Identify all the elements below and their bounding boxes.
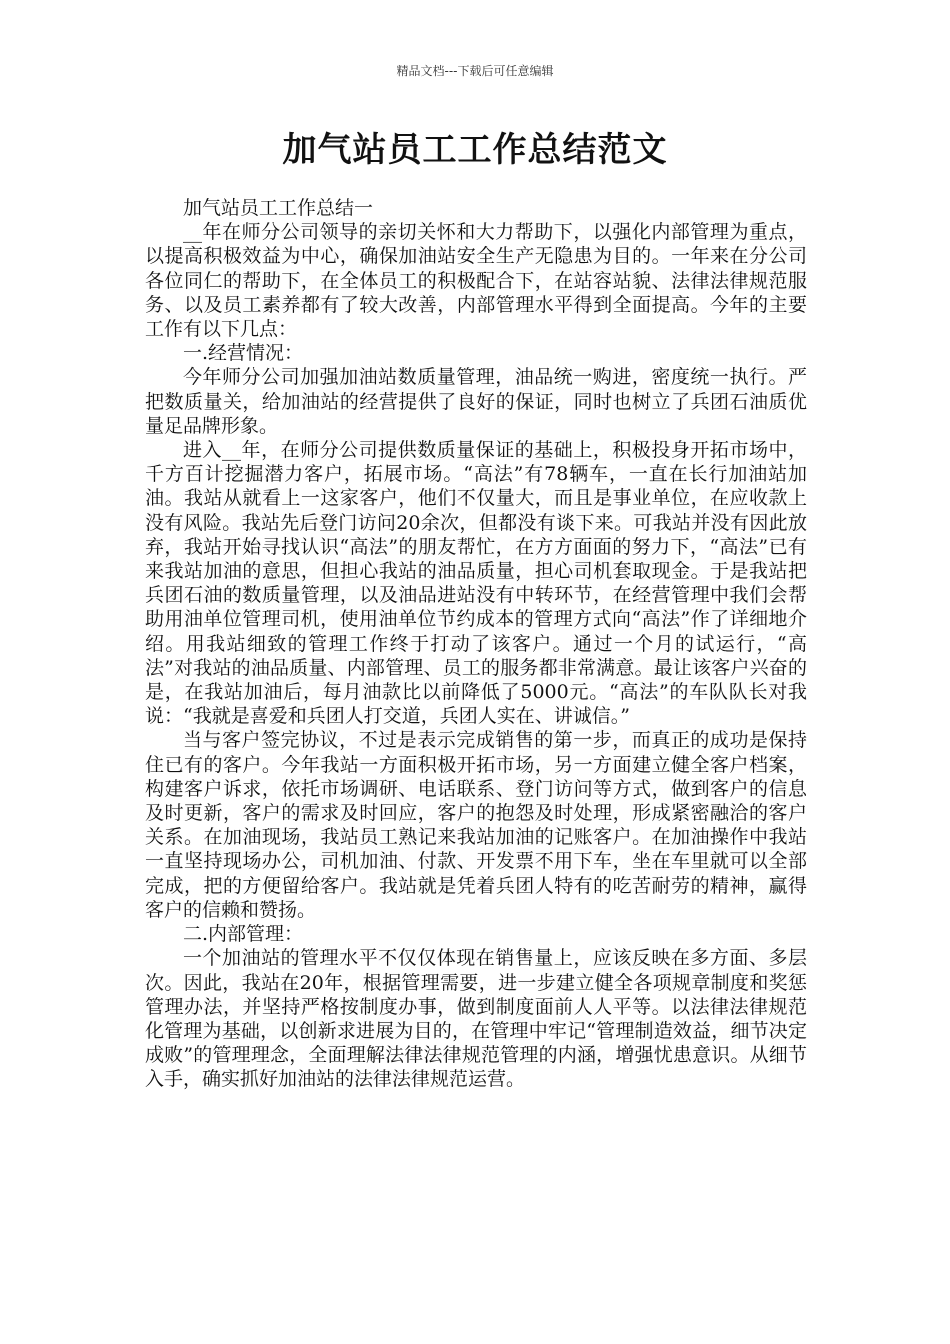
document-title: 加气站员工工作总结范文 bbox=[282, 130, 668, 170]
section-heading: 一.经营情况： bbox=[183, 342, 304, 365]
paragraph: 今年师分公司加强加油站数质量管理，油品统一购进，密度统一执行。严把数质量关，给加油站的经营提供了良好的保证，同时也树立了兵团石油质优量足品牌形象。 bbox=[145, 366, 807, 437]
section-heading: 二.内部管理： bbox=[183, 923, 304, 946]
document-body bbox=[145, 196, 807, 1092]
paragraph: 一个加油站的管理水平不仅仅体现在销售量上，应该反映在多方面、多层次。因此，我站在20年，根据管理需要，进一步建立健全各项规章制度和奖惩管理办法，并坚持严格按制度办事，做到制度面前人人平等。以法律法律规范化管理为基础，以创新求进展为目的，在管理中牢记“管理制造效益，细节决定成败”的管理理念，全面理解法律法律规范管理的内涵，增强忧患意识。从细节入手，确实抓好加油站的法律法律规范运营。 bbox=[145, 947, 807, 1091]
page-header-note: 精品文档---下载后可任意编辑 bbox=[396, 64, 554, 78]
paragraph: 进入__年，在师分公司提供数质量保证的基础上，积极投身开拓市场中，千方百计挖掘潜力客户，拓展市场。“高法”有78辆车，一直在长行加油站加油。我站从就看上一这家客户，他们不仅量大，而且是事业单位，在应收款上没有风险。我站先后登门访问20余次，但都没有谈下来。可我站并没有因此放弃，我站开始寻找认识“高法”的朋友帮忙，在方方面面的努力下，“高法”已有来我站加油的意思，但担心我站的油品质量，担心司机套取现金。于是我站把兵团石油的数质量管理，以及油品进站没有中转环节，在经营管理中我们会帮助用油单位管理司机，使用油单位节约成本的管理方式向“高法”作了详细地介绍。用我站细致的管理工作终于打动了该客户。通过一个月的试运行，“高法”对我站的油品质量、内部管理、员工的服务都非常满意。最让该客户兴奋的是，在我站加油后，每月油款比以前降低了5000元。“高法”的车队队长对我说：“我就是喜爱和兵团人打交道，兵团人实在、讲诚信。” bbox=[145, 439, 807, 728]
paragraph: 当与客户签完协议，不过是表示完成销售的第一步，而真正的成功是保持住已有的客户。今年我站一方面积极开拓市场，另一方面建立健全客户档案，构建客户诉求，依托市场调研、电话联系、登门访问等方式，做到客户的信息及时更新，客户的需求及时回应，客户的抱怨及时处理，形成紧密融洽的客户关系。在加油现场，我站员工熟记来我站加油的记账客户。在加油操作中我站一直坚持现场办公，司机加油、付款、开发票不用下车，坐在车里就可以全部完成，把的方便留给客户。我站就是凭着兵团人特有的吃苦耐劳的精神，赢得客户的信赖和赞扬。 bbox=[145, 729, 807, 921]
section-heading: 加气站员工工作总结一 bbox=[183, 197, 374, 219]
paragraph: __年在师分公司领导的亲切关怀和大力帮助下，以强化内部管理为重点，以提高积极效益为中心，确保加油站安全生产无隐患为目的。一年来在分公司各位同仁的帮助下，在全体员工的积极配合下，在站容站貌、法律法律规范服务、以及员工素养都有了较大改善，内部管理水平得到全面提高。今年的主要工作有以下几点： bbox=[145, 221, 807, 341]
